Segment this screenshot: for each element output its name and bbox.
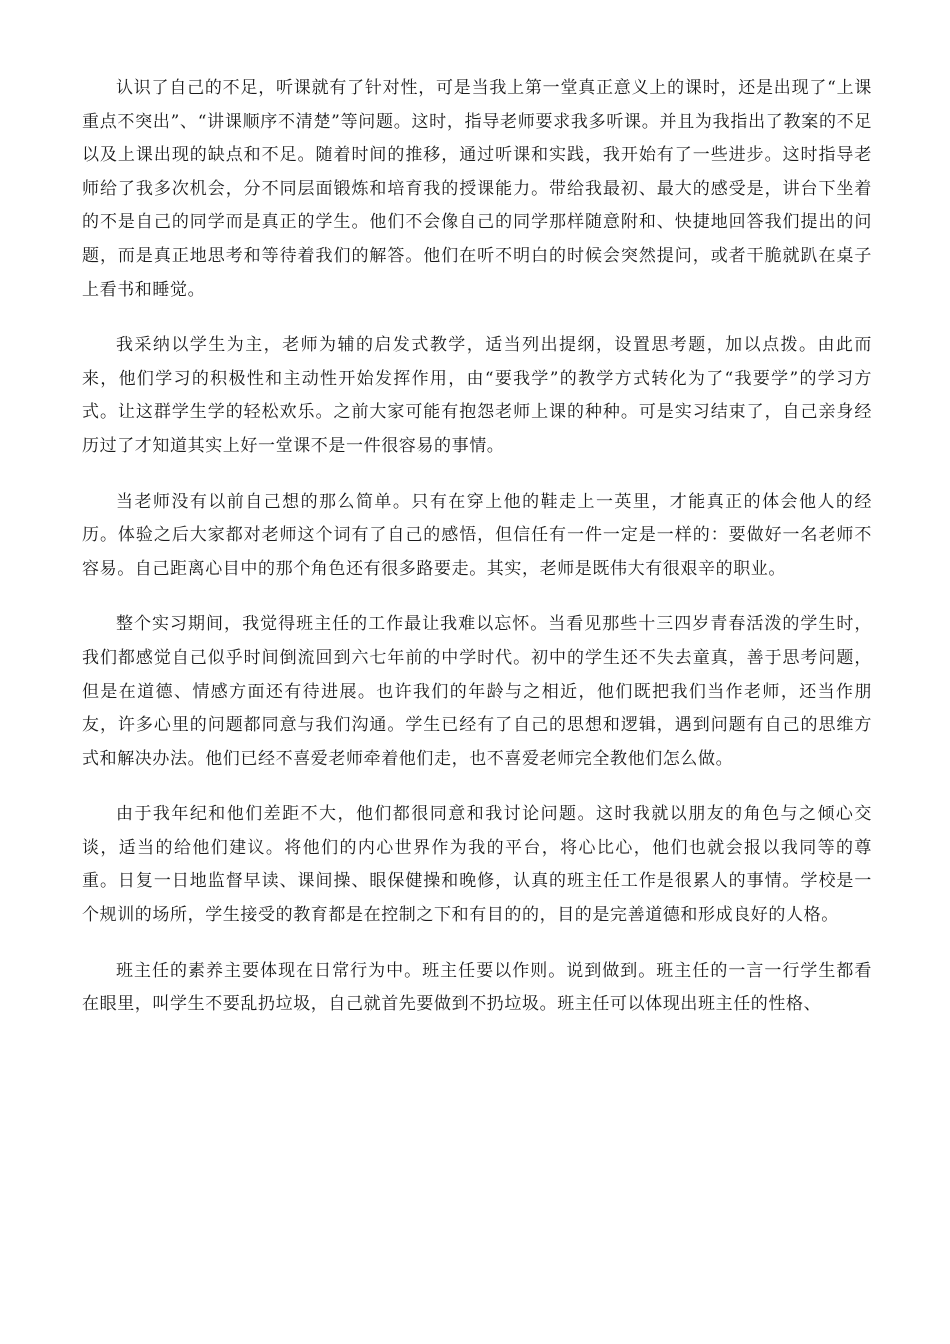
paragraph-6: 班主任的素养主要体现在日常行为中。班主任要以作则。说到做到。班主任的一言一行学生都看在眼里，叫学生不要乱扔垃圾，自己就首先要做到不扔垃圾。班主任可以体现出班主任的性格、 — [82, 960, 872, 1015]
document-body — [82, 72, 872, 1044]
paragraph-5: 由于我年纪和他们差距不大，他们都很同意和我讨论问题。这时我就以朋友的角色与之倾心交谈，适当的给他们建议。将他们的内心世界作为我的平台，将心比心，他们也就会报以我同等的尊重。日复一日地监督早读、课间操、眼保健操和晚修，认真的班主任工作是很累人的事情。学校是一个规训的场所，学生接受的教育都是在控制之下和有目的的，目的是完善道德和形成良好的人格。 — [82, 804, 872, 926]
paragraph-1: 认识了自己的不足，听课就有了针对性，可是当我上第一堂真正意义上的课时，还是出现了“上课重点不突出”、“讲课顺序不清楚”等问题。这时，指导老师要求我多听课。并且为我指出了教案的不足以及上课出现的缺点和不足。随着时间的推移，通过听课和实践，我开始有了一些进步。这时指导老师给了我多次机会，分不同层面锻炼和培育我的授课能力。带给我最初、最大的感受是，讲台下坐着的不是自己的同学而是真正的学生。他们不会像自己的同学那样随意附和、快捷地回答我们提出的问题，而是真正地思考和等待着我们的解答。他们在听不明白的时候会突然提问，或者干脆就趴在桌子上看书和睡觉。 — [82, 78, 872, 300]
paragraph-4: 整个实习期间，我觉得班主任的工作最让我难以忘怀。当看见那些十三四岁青春活泼的学生时，我们都感觉自己似乎时间倒流回到六七年前的中学时代。初中的学生还不失去童真，善于思考问题，但是在道德、情感方面还有待进展。也许我们的年龄与之相近，他们既把我们当作老师，还当作朋友，许多心里的问题都同意与我们沟通。学生已经有了自己的思想和逻辑，遇到问题有自己的思维方式和解决办法。他们已经不喜爱老师牵着他们走，也不喜爱老师完全教他们怎么做。 — [82, 614, 872, 769]
paragraph-3: 当老师没有以前自己想的那么简单。只有在穿上他的鞋走上一英里，才能真正的体会他人的经历。体验之后大家都对老师这个词有了自己的感悟，但信任有一件一定是一样的：要做好一名老师不容易。自己距离心目中的那个角色还有很多路要走。其实，老师是既伟大有很艰辛的职业。 — [82, 491, 872, 579]
paragraph-2: 我采纳以学生为主，老师为辅的启发式教学，适当列出提纲，设置思考题，加以点拨。由此而来，他们学习的积极性和主动性开始发挥作用，由“要我学”的教学方式转化为了“我要学”的学习方式。让这群学生学的轻松欢乐。之前大家可能有抱怨老师上课的种种。可是实习结束了，自己亲身经历过了才知道其实上好一堂课不是一件很容易的事情。 — [82, 335, 872, 456]
